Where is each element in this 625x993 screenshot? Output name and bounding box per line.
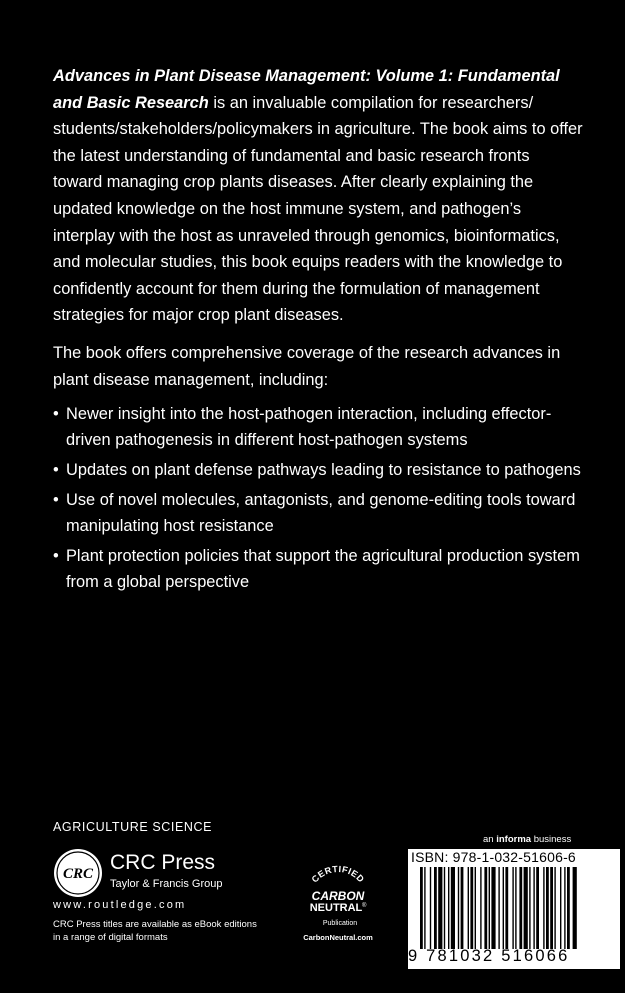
carbon-url[interactable]: CarbonNeutral.com <box>303 933 373 942</box>
list-item: • Plant protection policies that support the agricultural production system from a global perspective <box>53 543 593 595</box>
barcode-bar <box>489 867 490 949</box>
barcode-bar <box>468 867 469 949</box>
barcode-digits: 9 781032 516066 <box>408 947 570 965</box>
barcode-bar <box>567 867 570 949</box>
isbn-label: ISBN: 978-1-032-51606-6 <box>411 849 576 865</box>
barcode-bar <box>512 867 513 949</box>
barcode-bar <box>515 867 516 949</box>
barcode-bar <box>529 867 530 949</box>
barcode-bar <box>498 867 499 949</box>
carbon-line1: CARBON <box>311 889 365 903</box>
barcode-bar <box>505 867 508 949</box>
barcode-bar <box>546 867 549 949</box>
barcode-bar <box>444 867 445 949</box>
ebook-note: CRC Press titles are available as eBook editions in a range of digital formats <box>53 919 257 943</box>
book-title: Advances in Plant Disease Management: Volume 1: Fundamental and Basic Research <box>53 67 560 112</box>
barcode-bar <box>543 867 544 949</box>
bullet-icon: • <box>53 405 59 423</box>
description-paragraph <box>53 63 583 329</box>
barcode-bar <box>491 867 495 949</box>
barcode-bar <box>533 867 534 949</box>
list-item: • Updates on plant defense pathways leading to resistance to pathogens <box>53 457 593 483</box>
barcode-bar <box>554 867 555 949</box>
list-item: • Newer insight into the host-pathogen interaction, including effector-driven pathogenesis in different host-pathogen systems <box>53 401 593 453</box>
barcode-bar <box>424 867 425 949</box>
barcode-bar <box>503 867 504 949</box>
barcode-bar <box>461 867 464 949</box>
bullet-icon: • <box>53 491 59 509</box>
barcode-bar <box>430 867 431 949</box>
barcode-bar <box>438 867 442 949</box>
barcode-bar <box>434 867 437 949</box>
publisher-name: CRC Press <box>110 851 216 874</box>
feature-list <box>53 401 593 599</box>
crc-logo-icon <box>53 848 103 898</box>
svg-text:CERTIFIED <box>310 864 367 885</box>
barcode-bar <box>550 867 553 949</box>
publisher-url[interactable]: www.routledge.com <box>53 899 187 911</box>
coverage-paragraph: The book offers comprehensive coverage of the research advances in plant disease management, including: <box>53 344 561 389</box>
carbon-neutral-logo-icon <box>293 862 383 942</box>
bullet-icon: • <box>53 547 59 565</box>
carbon-reg-mark: ® <box>362 903 367 909</box>
bullet-icon: • <box>53 461 59 479</box>
barcode-bar <box>524 867 528 949</box>
barcode-bar <box>519 867 522 949</box>
barcode-bar <box>475 867 476 949</box>
isbn-barcode <box>408 849 620 969</box>
carbon-publication-text: Publication <box>322 920 358 927</box>
barcode-bar <box>480 867 481 949</box>
barcode-bar <box>560 867 561 949</box>
barcode-bar <box>564 867 565 949</box>
barcode-bar <box>458 867 459 949</box>
barcode-icon <box>420 867 615 949</box>
barcode-bar <box>420 867 423 949</box>
barcode-bar <box>573 867 577 949</box>
barcode-bar <box>484 867 487 949</box>
publisher-group: Taylor & Francis Group <box>110 878 223 890</box>
carbon-certified-text: CERTIFIED <box>309 863 367 885</box>
barcode-bar <box>470 867 473 949</box>
informa-business-label: an informa business <box>483 834 572 845</box>
description-text: is an invaluable compilation for researchers/ students/stakeholders/policymakers in agriculture. The book aims to offer the latest understanding of fundamental and basic research fronts toward managing crop plants diseases. After clearly explaining the updated knowledge on the host immune system, and pathogen’s interplay with the host as unraveled through genomics, bioinformatics, and molecular studies, this book equips readers with the knowledge to confidently account for them during the formulation of management strategies for major crop plant diseases. <box>53 93 583 325</box>
crc-logo-text: CRC <box>62 866 94 882</box>
barcode-bar <box>448 867 449 949</box>
list-item: • Use of novel molecules, antagonists, and genome-editing tools toward manipulating host resistance <box>53 487 593 539</box>
subject-category: AGRICULTURE SCIENCE <box>53 820 213 834</box>
barcode-bar <box>536 867 539 949</box>
carbon-line2: NEUTRAL <box>309 902 363 914</box>
barcode-bar <box>451 867 455 949</box>
